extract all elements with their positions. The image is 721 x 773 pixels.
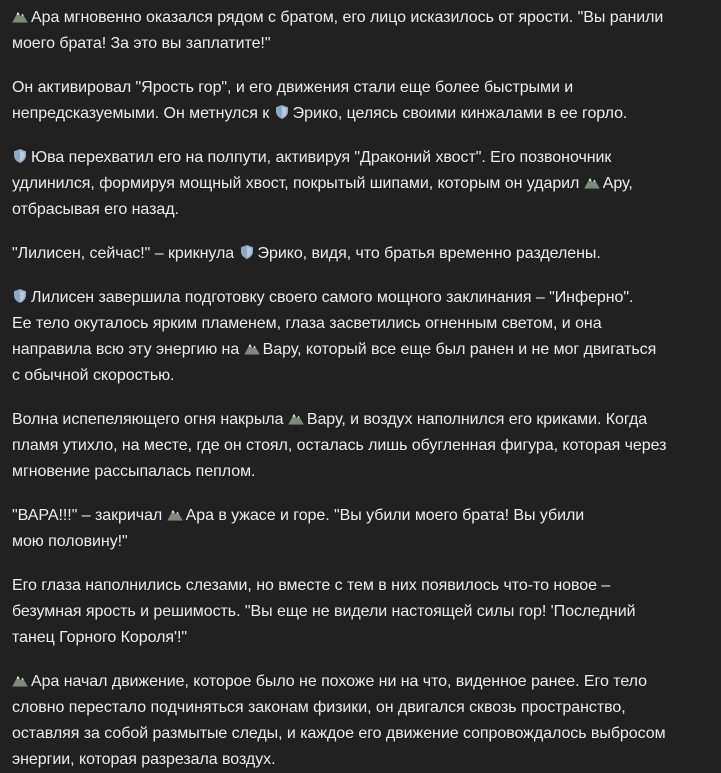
story-paragraph [12, 573, 700, 651]
text-segment: Ара в ужасе и горе. "Вы убили моего брата! Вы убили [185, 507, 585, 524]
story-paragraph [12, 503, 700, 555]
text-line [12, 31, 700, 57]
text-segment: Он активировал "Ярость гор", и его движения стали еще более быстрыми и [12, 79, 574, 96]
mountain-icon [12, 8, 28, 24]
shield-icon [274, 104, 290, 120]
text-line [12, 695, 700, 721]
text-segment: безумная ярость и решимость. "Вы еще не видели настоящей силы гор! 'Последний [12, 603, 636, 620]
text-segment: Юва перехватил его на полпути, активируя "Драконий хвост". Его позвоночник [31, 149, 612, 166]
text-segment: с обычной скоростью. [12, 367, 175, 384]
text-line [12, 669, 700, 695]
text-line [12, 311, 700, 337]
text-line [12, 407, 700, 433]
mountain-icon [584, 174, 600, 190]
text-line [12, 503, 700, 529]
text-segment: Вару, и воздух наполнился его криками. Когда [306, 411, 648, 428]
text-line [12, 197, 700, 223]
text-segment: танец Горного Короля'!" [12, 629, 188, 646]
text-segment: Ара начал движение, которое было не похоже ни на что, виденное ранее. Его тело [31, 673, 647, 690]
text-line [12, 599, 700, 625]
story-paragraph [12, 241, 700, 267]
text-segment: энергии, которая разрезала воздух. [12, 751, 276, 768]
text-segment: Вару, который все еще был ранен и не мог двигаться [262, 341, 657, 358]
story-paragraph [12, 285, 700, 389]
text-segment: мою половину!" [12, 533, 128, 550]
text-segment: моего брата! За это вы заплатите!" [12, 35, 271, 52]
text-segment: Ара мгновенно оказался рядом с братом, его лицо исказилось от ярости. "Вы ранили [31, 9, 664, 26]
text-line [12, 625, 700, 651]
text-segment: "Лилисен, сейчас!" – крикнула [12, 245, 239, 262]
text-segment: Волна испепеляющего огня накрыла [12, 411, 288, 428]
text-segment: Эрико, целясь своими кинжалами в ее горло. [292, 105, 628, 122]
text-line [12, 171, 700, 197]
text-line [12, 101, 700, 127]
text-line [12, 337, 700, 363]
shield-icon [12, 288, 28, 304]
mountain-icon [12, 672, 28, 688]
text-line [12, 285, 700, 311]
story-paragraph [12, 145, 700, 223]
text-segment: "ВАРА!!!" – закричал [12, 507, 167, 524]
text-line [12, 145, 700, 171]
shield-icon [12, 148, 28, 164]
story-paragraph [12, 669, 700, 773]
text-segment: словно перестало подчиняться законам физики, он двигался сквозь пространство, [12, 699, 626, 716]
text-line [12, 363, 700, 389]
text-segment: направила всю эту энергию на [12, 341, 244, 358]
text-line [12, 721, 700, 747]
story-paragraph [12, 5, 700, 57]
text-line [12, 241, 700, 267]
text-segment: удлинился, формируя мощный хвост, покрытый шипами, которым он ударил [12, 175, 584, 192]
text-line [12, 433, 700, 459]
text-segment: отбрасывая его назад. [12, 201, 179, 218]
mountain-icon [244, 340, 260, 356]
text-segment: Его глаза наполнились слезами, но вместе с тем в них появилось что-то новое – [12, 577, 611, 594]
text-segment: мгновение рассыпалась пеплом. [12, 463, 256, 480]
story-paragraph [12, 75, 700, 127]
text-line [12, 459, 700, 485]
text-segment: оставляя за собой размытые следы, и каждое его движение сопровождалось выбросом [12, 725, 666, 742]
text-segment: пламя утихло, на месте, где он стоял, осталась лишь обугленная фигура, которая через [12, 437, 667, 454]
shield-icon [239, 244, 255, 260]
text-line [12, 573, 700, 599]
text-segment: непредсказуемыми. Он метнулся к [12, 105, 274, 122]
text-segment: Эрико, видя, что братья временно разделены. [257, 245, 601, 262]
mountain-icon [167, 506, 183, 522]
text-segment: Лилисен завершила подготовку своего самого мощного заклинания – "Инферно". [31, 289, 634, 306]
story-paragraph [12, 407, 700, 485]
text-line [12, 5, 700, 31]
text-line [12, 75, 700, 101]
mountain-icon [288, 410, 304, 426]
text-line [12, 747, 700, 773]
text-segment: Ару, [602, 175, 633, 192]
text-segment: Ее тело окуталось ярким пламенем, глаза засветились огненным светом, и она [12, 315, 602, 332]
text-line [12, 529, 700, 555]
